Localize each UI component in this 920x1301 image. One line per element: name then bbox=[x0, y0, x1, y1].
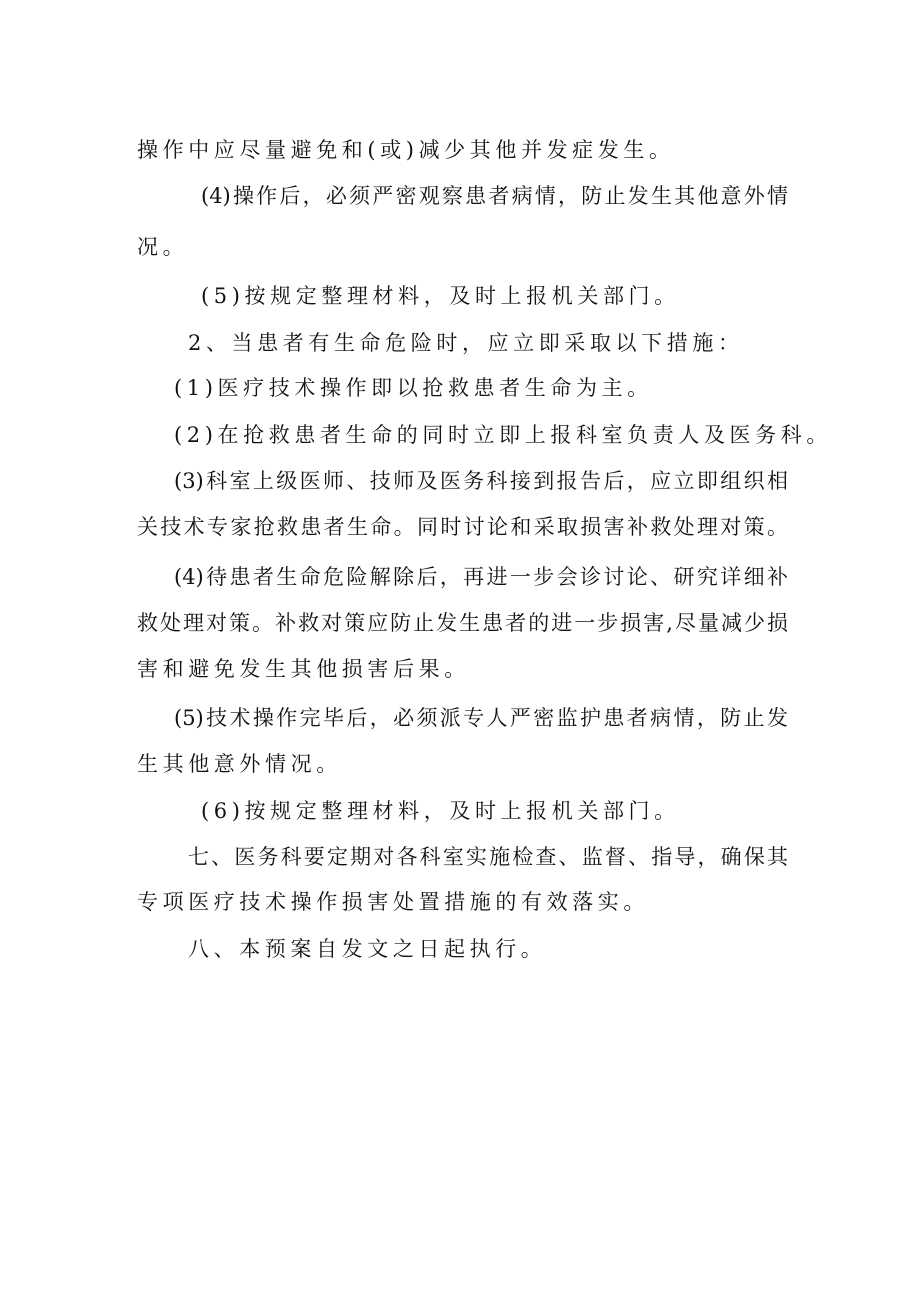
text-line-2: (4)操作后，必须严密观察患者病情，防止发生其他意外情 bbox=[201, 184, 788, 208]
text-line-10: (4)待患者生命危险解除后，再进一步会诊讨论、研究详细补 bbox=[174, 565, 788, 589]
text-line-16: 七、医务科要定期对各科室实施检查、监督、指导，确保其 bbox=[188, 845, 788, 869]
text-line-15: (6)按规定整理材料，及时上报机关部门。 bbox=[201, 799, 680, 823]
text-line-5: 2、当患者有生命危险时，应立即采取以下措施： bbox=[188, 331, 744, 355]
text-line-8: (3)科室上级医师、技师及医务科接到报告后，应立即组织相 bbox=[174, 469, 788, 493]
text-line-1: 操作中应尽量避免和(或)减少其他并发症发生。 bbox=[137, 138, 675, 162]
text-line-3: 况。 bbox=[137, 235, 189, 259]
text-line-18: 八、本预案自发文之日起执行。 bbox=[188, 937, 547, 961]
text-line-13: (5)技术操作完毕后，必须派专人严密监护患者病情，防止发 bbox=[174, 706, 788, 730]
text-line-4: (5)按规定整理材料，及时上报机关部门。 bbox=[201, 284, 680, 308]
text-line-7: (2)在抢救患者生命的同时立即上报科室负责人及医务科。 bbox=[174, 423, 832, 447]
text-line-12: 害和避免发生其他损害后果。 bbox=[137, 657, 470, 681]
text-line-17: 专项医疗技术操作损害处置措施的有效落实。 bbox=[137, 890, 649, 914]
text-line-9: 关技术专家抢救患者生命。同时讨论和采取损害补救处理对策。 bbox=[137, 515, 788, 539]
text-line-6: (1)医疗技术操作即以抢救患者生命为主。 bbox=[174, 376, 653, 400]
text-line-11: 救处理对策。补救对策应防止发生患者的进一步损害,尽量减少损 bbox=[137, 611, 788, 635]
text-line-14: 生其他意外情况。 bbox=[137, 752, 342, 776]
